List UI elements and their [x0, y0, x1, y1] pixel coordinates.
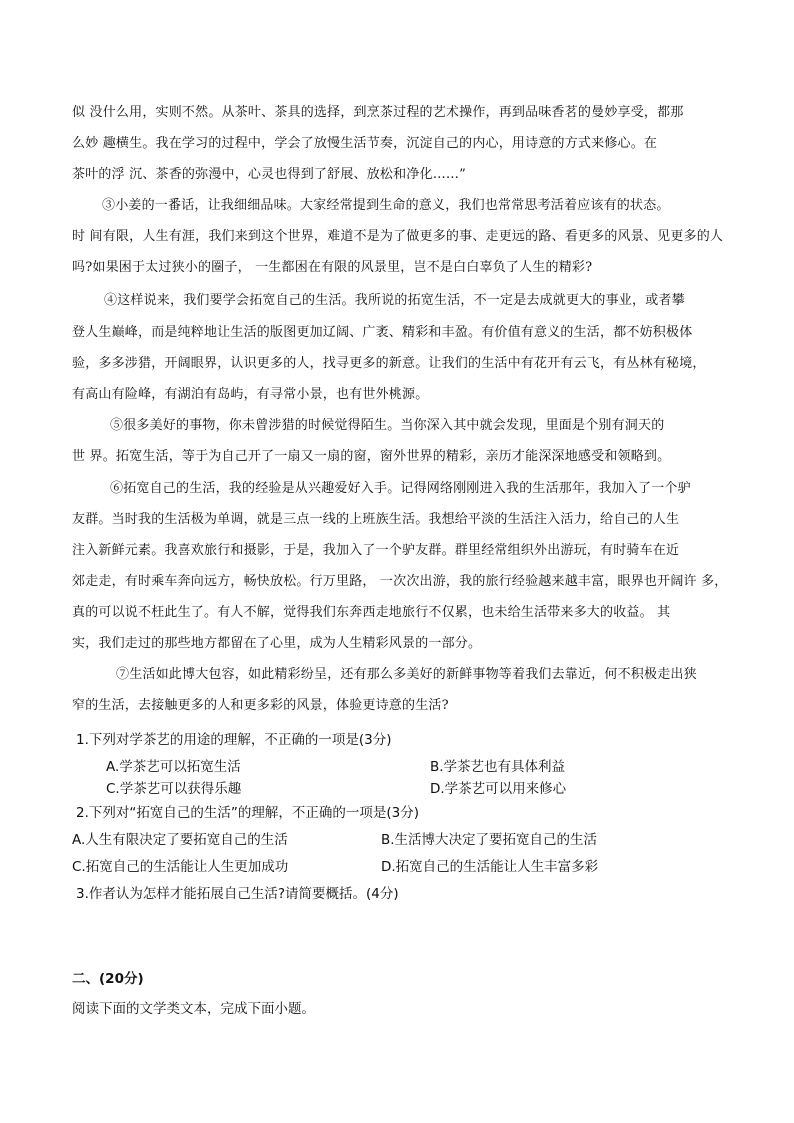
passage-line: 实，我们走过的那些地方都留在了心里，成为人生精彩风景的一部分。	[72, 636, 482, 651]
passage-paragraph-7: ⑦生活如此博大包容，如此精彩纷呈，还有那么多美好的新鲜事物等着我们去靠近，何不积极走出狭	[116, 667, 697, 682]
passage-line: 时 间有限，人生有涯，我们来到这个世界，难道不是为了做更多的事、走更远的路、看更多的风景、见更多的人	[72, 229, 724, 244]
question-2-option-d: D.拓宽自己的生活能让人生丰富多彩	[381, 859, 599, 875]
section-instruction: 阅读下面的文学类文本，完成下面小题。	[72, 1001, 315, 1017]
passage-line: 验，多多涉猎，开阔眼界，认识更多的人，找寻更多的新意。让我们的生活中有花开有云飞，有丛林有秘境，	[72, 356, 706, 371]
passage-line: 似 没什么用，实则不然。从茶叶、茶具的选择，到烹茶过程的艺术操作，再到品味香茗的曼妙享受，都那	[72, 105, 684, 120]
passage-line: 登人生巅峰，而是纯粹地让生活的版图更加辽阔、广袤、精彩和丰盈。有价值有意义的生活，都不妨积极体	[72, 325, 693, 340]
passage-paragraph-3: ③小姜的一番话，让我细细品味。大家经常提到生命的意义，我们也常常思考活着应该有的状态。	[102, 198, 670, 213]
passage-line: 窄的生活，去接触更多的人和更多彩的风景，体验更诗意的生活?	[72, 698, 449, 713]
question-1-option-c: C.学茶艺可以获得乐趣	[106, 781, 242, 797]
passage-paragraph-6: ⑥拓宽自己的生活，我的经验是从兴趣爱好入手。记得网络刚刚进入我的生活那年，我加入了一个驴	[110, 481, 691, 496]
passage-line: 注入新鲜元素。我喜欢旅行和摄影，于是，我加入了一个驴友群。群里经常组织外出游玩，有时骑车在近	[72, 543, 680, 558]
passage-line: 世 界。拓宽生活，等于为自己开了一扇又一扇的窗，窗外世界的精彩，亲历才能深深地感受和领略到。	[72, 449, 671, 464]
passage-line: 真的可以说不枉此生了。有人不解，觉得我们东奔西走地旅行不仅累，也未给生活带来多大的收益。 其	[72, 605, 671, 620]
question-1-option-d: D.学茶艺可以用来修心	[430, 781, 567, 797]
question-2-option-b: B.生活博大决定了要拓宽自己的生活	[381, 832, 598, 848]
passage-line: 么妙 趣横生。我在学习的过程中，学会了放慢生活节奏，沉淀自己的内心，用诗意的方式来修心。在	[72, 136, 658, 151]
passage-line: 友群。当时我的生活极为单调，就是三点一线的上班族生活。我想给平淡的生活注入活力，给自己的人生	[72, 512, 680, 527]
question-2-stem: 2.下列对“拓宽自己的生活”的理解，不正确的一项是(3分)	[76, 805, 419, 821]
question-1-stem: 1.下列对学茶艺的用途的理解，不正确的一项是(3分)	[76, 732, 392, 748]
passage-line: 茶叶的浮 沉、茶香的弥漫中，心灵也得到了舒展、放松和净化……”	[72, 167, 466, 182]
question-3-stem: 3.作者认为怎样才能拓展自己生活?请简要概括。(4分)	[76, 886, 399, 902]
section-heading: 二、(20分)	[72, 971, 144, 987]
question-1-option-a: A.学茶艺可以拓宽生活	[106, 759, 241, 775]
question-2-option-a: A.人生有限决定了要拓宽自己的生活	[72, 832, 288, 848]
question-1-option-b: B.学茶艺也有具体利益	[430, 759, 566, 775]
passage-line: 有高山有险峰，有湖泊有岛屿，有寻常小景，也有世外桃源。	[72, 387, 429, 402]
passage-line: 吗?如果困于太过狭小的圈子， 一生都困在有限的风景里，岂不是白白辜负了人生的精彩?	[72, 260, 593, 275]
passage-paragraph-4: ④这样说来，我们要学会拓宽自己的生活。我所说的拓宽生活，不一定是去成就更大的事业，或者攀	[104, 293, 685, 308]
passage-paragraph-5: ⑤很多美好的事物，你未曾涉猎的时候觉得陌生。当你深入其中就会发现，里面是个别有洞天的	[110, 418, 665, 433]
passage-line: 郊走走，有时乘车奔向远方，畅快放松。行万里路， 一次次出游，我的旅行经验越来越丰富，眼界也开阔许 多，	[72, 574, 728, 589]
question-2-option-c: C.拓宽自己的生活能让人生更加成功	[72, 859, 289, 875]
